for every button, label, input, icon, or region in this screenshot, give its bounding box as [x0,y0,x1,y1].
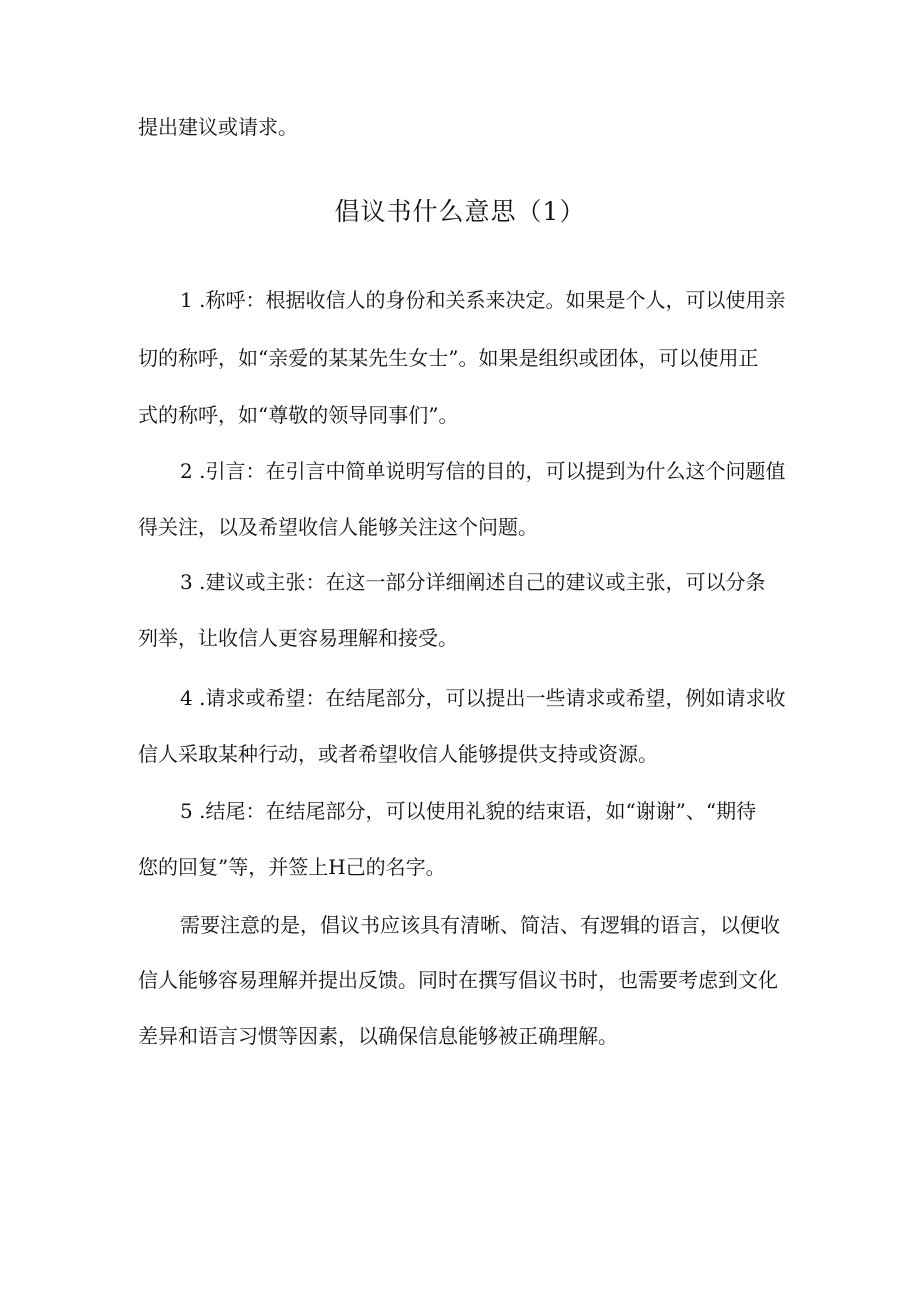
item-line: 列举，让收信人更容易理解和接受。 [138,626,458,650]
item-line: 切的称呼，如“亲爱的某某先生女士”。如果是组织或团体，可以使用正 [138,346,759,370]
item-line: 1 .称呼：根据收信人的身份和关系来决定。如果是个人，可以使用亲 [180,288,786,312]
item-line: 3 .建议或主张：在这一部分详细阐述自己的建议或主张，可以分条 [180,570,766,594]
item-line: 式的称呼，如“尊敬的领导同事们”。 [138,403,459,427]
item-line: 得关注，以及希望收信人能够关注这个问题。 [138,515,538,539]
item-line: 您的回复”等，并签上H己的名字。 [138,855,446,879]
document-title: 倡议书什么意思（1） [334,197,586,226]
item-line: 5 .结尾：在结尾部分，可以使用礼貌的结束语，如“谢谢”、“期待 [180,799,757,823]
closing-line: 差异和语言习惯等因素，以确保信息能够被正确理解。 [138,1024,618,1048]
item-line: 2 .引言：在引言中简单说明写信的目的，可以提到为什么这个问题值 [180,459,786,483]
item-line: 信人采取某种行动，或者希望收信人能够提供支持或资源。 [138,742,658,766]
closing-line: 信人能够容易理解并提出反馈。同时在撰写倡议书时，也需要考虑到文化 [138,968,778,992]
intro-line: 提出建议或请求。 [138,115,298,139]
closing-line: 需要注意的是，倡议书应该具有清晰、简洁、有逻辑的语言，以便收 [180,913,780,937]
item-line: 4 .请求或希望：在结尾部分，可以提出一些请求或希望，例如请求收 [180,686,786,710]
